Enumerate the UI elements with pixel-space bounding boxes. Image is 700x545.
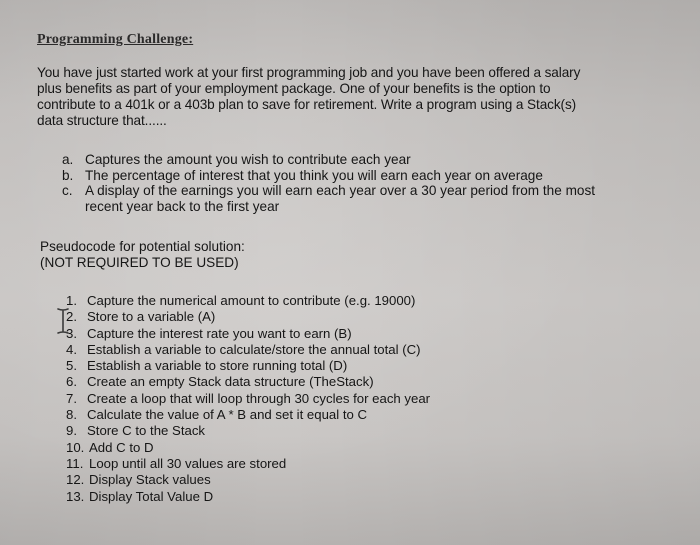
page-title: Programming Challenge: (37, 32, 194, 47)
intro-line: You have just started work at your first programming job and you have been offered a salary (37, 65, 581, 80)
requirements-list (62, 152, 662, 214)
step-number: 2. (66, 309, 77, 325)
list-item (66, 423, 430, 439)
step-number: 1. (66, 293, 77, 308)
step-number: 12. (66, 472, 85, 488)
step-text: Capture the interest rate you want to earn (B) (87, 325, 352, 341)
step-number: 10. (66, 439, 85, 455)
list-item (66, 440, 430, 456)
list-item (66, 358, 430, 374)
step-number: 13. (66, 488, 85, 504)
step-text: Display Total Value D (89, 488, 214, 504)
intro-line: data structure that...... (37, 113, 167, 128)
step-number: 5. (66, 358, 77, 374)
step-number: 8. (66, 407, 77, 423)
step-number: 11. (66, 455, 84, 471)
list-item (66, 407, 430, 423)
pseudocode-note: (NOT REQUIRED TO BE USED) (40, 255, 239, 270)
list-item (62, 168, 662, 184)
intro-line: plus benefits as part of your employment package. One of your benefits is the option to (37, 81, 551, 96)
list-item-text: The percentage of interest that you think you will earn each year on average (85, 167, 543, 183)
step-number: 9. (66, 423, 77, 439)
step-text: Capture the numerical amount to contribute (e.g. 19000) (87, 293, 416, 308)
step-text: Store to a variable (A) (87, 309, 216, 325)
list-item (66, 489, 430, 505)
step-number: 4. (66, 341, 77, 357)
list-item (62, 152, 662, 168)
step-text: Create a loop that will loop through 30 cycles for each year (87, 390, 431, 406)
list-marker: c. (62, 183, 73, 199)
step-text: Establish a variable to store running total (D) (87, 358, 348, 374)
pseudocode-title: Pseudocode for potential solution: (40, 239, 245, 254)
list-item (66, 342, 430, 358)
list-item (66, 472, 430, 488)
list-item (66, 326, 430, 342)
list-item (66, 391, 430, 407)
intro-paragraph (37, 65, 657, 129)
list-item (66, 374, 430, 390)
step-text: Create an empty Stack data structure (TheStack) (87, 374, 374, 390)
list-item (66, 293, 430, 309)
step-text: Establish a variable to calculate/store the annual total (C) (87, 341, 421, 357)
list-item-text: Captures the amount you wish to contribute each year (85, 152, 411, 167)
list-marker: b. (62, 167, 74, 183)
steps-list (66, 293, 430, 505)
list-item (66, 456, 430, 472)
list-item (66, 309, 430, 325)
step-number: 6. (66, 374, 77, 390)
step-text: Display Stack values (89, 472, 211, 488)
step-text: Loop until all 30 values are stored (89, 455, 287, 471)
pseudocode-heading (40, 239, 245, 271)
step-text: Store C to the Stack (87, 423, 206, 439)
step-number: 3. (66, 325, 77, 341)
intro-line: contribute to a 401k or a 403b plan to save for retirement. Write a program using a Stack(s) (37, 97, 577, 112)
step-number: 7. (66, 390, 77, 406)
step-text: Calculate the value of A * B and set it equal to C (87, 407, 368, 423)
list-marker: a. (62, 152, 74, 167)
list-item-continuation: recent year back to the first year (85, 198, 280, 214)
list-item (62, 183, 662, 199)
list-item-text: A display of the earnings you will earn each year over a 30 year period from the most (85, 183, 596, 199)
step-text: Add C to D (89, 439, 154, 455)
